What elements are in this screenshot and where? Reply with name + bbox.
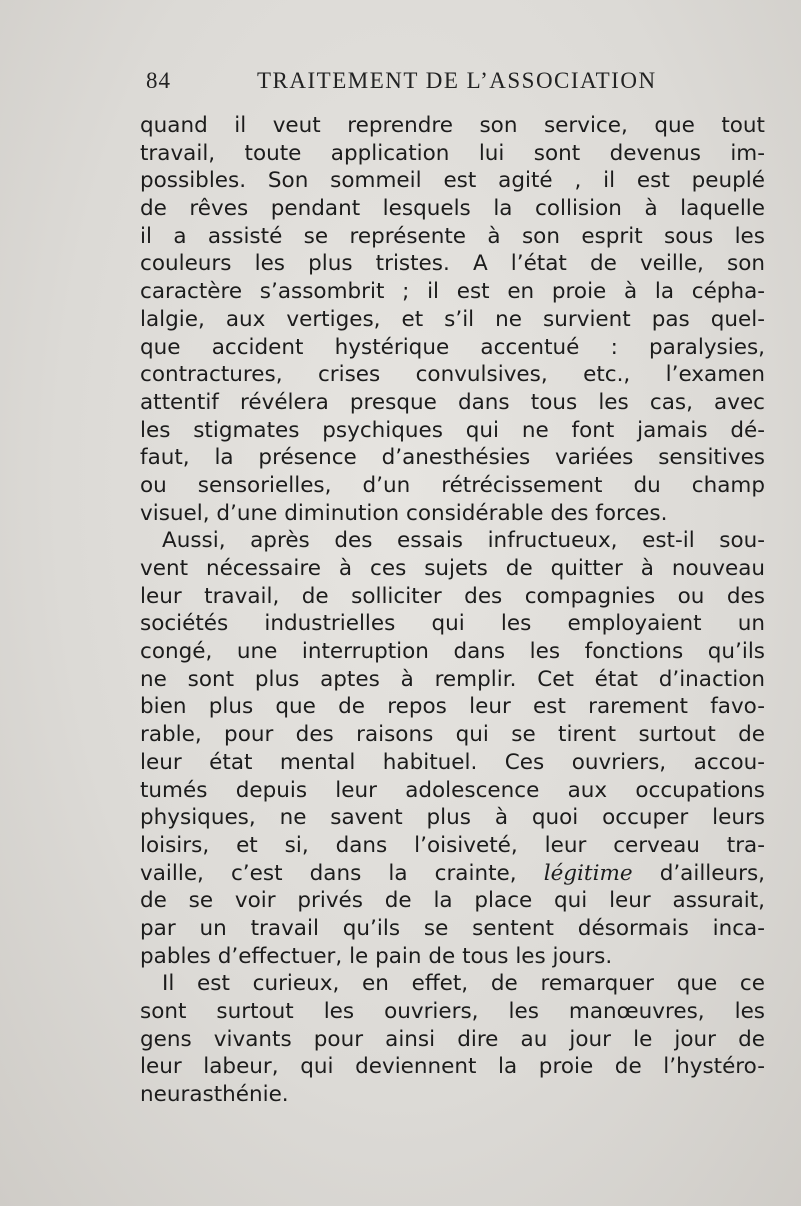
text-line: contractures, crises convulsives, etc., l’examen	[140, 362, 765, 388]
text-line: attentif révélera presque dans tous les cas, avec	[140, 389, 765, 415]
text-line: bien plus que de repos leur est rarement favo-	[140, 694, 765, 720]
text-line: il a assisté se représente à son esprit sous les	[140, 223, 765, 249]
text-line: physiques, ne savent plus à quoi occuper leurs	[140, 805, 765, 831]
page-header	[146, 68, 706, 98]
text-line: pables d’effectuer, le pain de tous les jours.	[140, 943, 613, 969]
running-head: TRAITEMENT DE L’ASSOCIATION	[257, 68, 657, 93]
text-line: lalgie, aux vertiges, et s’il ne survient pas quel-	[140, 306, 765, 332]
paragraph-start-line: Aussi, après des essais infructueux, est-il sou-	[162, 528, 765, 554]
line-tail: d’ailleurs,	[659, 860, 765, 886]
text-line: par un travail qu’ils se sentent désormais inca-	[140, 915, 765, 941]
line-head: vaille, c’est dans la crainte,	[140, 860, 517, 886]
text-line: rable, pour des raisons qui se tirent surtout de	[140, 722, 765, 748]
text-line: possibles. Son sommeil est agité , il est peuplé	[140, 168, 765, 194]
text-line: congé, une interruption dans les fonctions qu’ils	[140, 639, 765, 665]
text-line: faut, la présence d’anesthésies variées sensitives	[140, 445, 765, 471]
text-line: de se voir privés de la place qui leur assurait,	[140, 888, 765, 914]
text-line: vent nécessaire à ces sujets de quitter à nouveau	[140, 556, 765, 581]
text-line: leur état mental habituel. Ces ouvriers, accou-	[140, 749, 765, 775]
text-line: couleurs les plus tristes. A l’état de veille, son	[140, 251, 765, 277]
text-line: visuel, d’une diminution considérable des forces.	[140, 500, 668, 526]
text-line: neurasthénie.	[140, 1082, 289, 1108]
text-line: les stigmates psychiques qui ne font jamais dé-	[140, 417, 765, 443]
text-line: caractère s’assombrit ; il est en proie à la cépha-	[140, 279, 765, 305]
text-line-with-italic	[140, 860, 765, 888]
text-line: sociétés industrielles qui les employaient un	[140, 611, 765, 637]
text-line: de rêves pendant lesquels la collision à laquelle	[140, 196, 765, 222]
text-line: sont surtout les ouvriers, les manœuvres, les	[140, 999, 765, 1024]
text-line: tumés depuis leur adolescence aux occupations	[140, 777, 765, 803]
text-line: gens vivants pour ainsi dire au jour le jour de	[140, 1026, 765, 1052]
paragraph-start-line: Il est curieux, en effet, de remarquer que ce	[162, 971, 765, 997]
text-line: leur labeur, qui deviennent la proie de l’hystéro-	[140, 1054, 765, 1080]
text-line: leur travail, de solliciter des compagnies ou des	[140, 583, 765, 609]
text-line: travail, toute application lui sont devenus im-	[140, 140, 765, 166]
text-line: ne sont plus aptes à remplir. Cet état d’inaction	[140, 666, 765, 692]
text-line: loisirs, et si, dans l’oisiveté, leur cerveau tra-	[140, 832, 765, 858]
italic-word: légitime	[543, 860, 633, 886]
text-line: quand il veut reprendre son service, que tout	[140, 113, 765, 138]
text-line: ou sensorielles, d’un rétrécissement du champ	[140, 472, 765, 498]
page-number: 84	[146, 68, 171, 93]
text-line: que accident hystérique accentué : paralysies,	[140, 334, 765, 360]
body-text	[140, 112, 765, 1109]
